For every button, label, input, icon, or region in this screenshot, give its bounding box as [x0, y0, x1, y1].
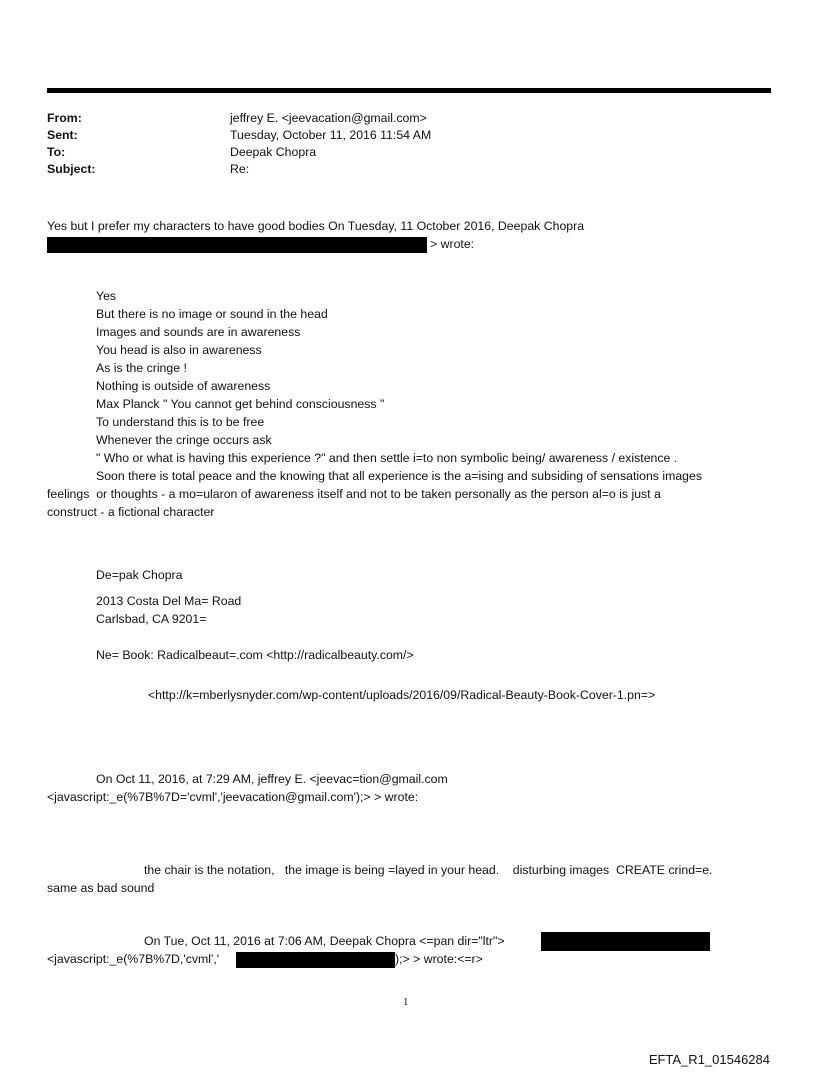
message-line: same as bad sound: [47, 881, 155, 895]
quoted-line: construct - a fictional character: [47, 505, 215, 519]
quote-header: );> > wrote:<=r>: [395, 952, 483, 966]
from-value: jeffrey E. <jeevacation@gmail.com>: [230, 111, 427, 125]
image-link: <http://k=mberlysnyder.com/wp-content/uploads/2016/09/Radical-Beauty-Book-Cover-1.pn=>: [148, 688, 656, 702]
to-label: To:: [47, 145, 66, 159]
header-rule: [47, 88, 771, 93]
quoted-line: Whenever the cringe occurs ask: [96, 433, 272, 447]
quote-header: <javascript:_e(%7B%7D,'cvml',': [47, 952, 220, 966]
quoted-line: Max Planck " You cannot get behind consciousness ": [96, 397, 385, 411]
sent-value: Tuesday, October 11, 2016 11:54 AM: [230, 128, 432, 142]
quoted-line: Yes: [96, 289, 117, 303]
message-line: the chair is the notation, the image is being =layed in your head. disturbing images CREATE crind=e.: [144, 863, 713, 877]
quoted-line: " Who or what is having this experience ?" and then settle i=to non symbolic being/ awareness / existence .: [96, 451, 678, 465]
subject-label: Subject:: [47, 162, 96, 176]
quoted-line: Images and sounds are in awareness: [96, 325, 301, 339]
quoted-line: To understand this is to be free: [96, 415, 265, 429]
quote-header: On Oct 11, 2016, at 7:29 AM, jeffrey E. <jeevac=tion@gmail.com: [96, 772, 448, 786]
subject-value: Re:: [230, 162, 250, 176]
quoted-line: As is the cringe !: [96, 361, 187, 375]
quoted-line: Soon there is total peace and the knowing that all experience is the a=ising and subsiding of sensations images: [96, 469, 703, 483]
signature-name: De=pak Chopra: [96, 568, 183, 582]
quote-header: On Tue, Oct 11, 2016 at 7:06 AM, Deepak Chopra <=pan dir="ltr">: [144, 934, 505, 948]
signature-address: Carlsbad, CA 9201=: [96, 612, 207, 626]
quoted-line: Nothing is outside of awareness: [96, 379, 271, 393]
quote-header: <javascript:_e(%7B%7D='cvml','jeevacation@gmail.com');> > wrote:: [47, 790, 419, 804]
redaction-box: [541, 932, 710, 951]
to-value: Deepak Chopra: [230, 145, 317, 159]
reply-line: Yes but I prefer my characters to have good bodies On Tuesday, 11 October 2016, Deepak Chopra: [47, 219, 585, 233]
sent-label: Sent:: [47, 128, 78, 142]
redaction-box: [47, 237, 427, 253]
quoted-line: You head is also in awareness: [96, 343, 262, 357]
signature-address: 2013 Costa Del Ma= Road: [96, 594, 242, 608]
from-label: From:: [47, 111, 82, 125]
redaction-box: [236, 952, 395, 968]
signature-book-link: Ne= Book: Radicalbeaut=.com <http://radicalbeauty.com/>: [96, 648, 414, 662]
quoted-line: feelings or thoughts - a mo=ularon of awareness itself and not to be taken personally as the person al=o is just a: [47, 487, 661, 501]
quoted-line: But there is no image or sound in the head: [96, 307, 328, 321]
page-number: 1: [403, 996, 409, 1008]
reply-wrote: > wrote:: [430, 237, 475, 251]
bates-number: EFTA_R1_01546284: [648, 1052, 770, 1067]
